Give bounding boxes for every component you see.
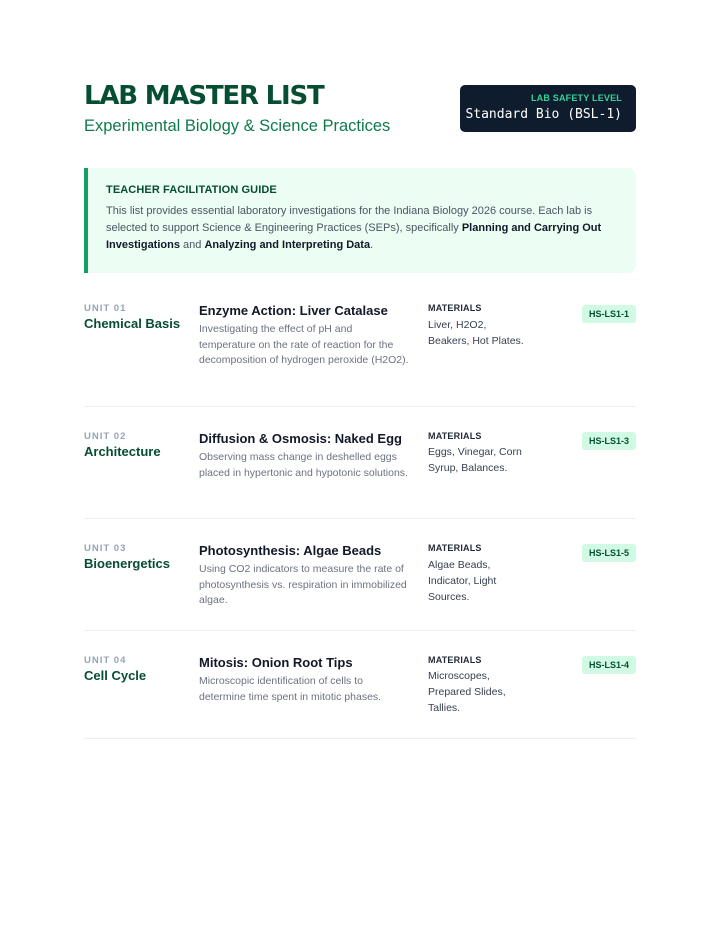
standard-badge: HS-LS1-4: [582, 656, 636, 674]
materials-list: Liver, H2O2, Beakers, Hot Plates.: [428, 319, 524, 347]
materials-list: Algae Beads, Indicator, Light Sources.: [428, 559, 497, 603]
lab-row: [84, 290, 636, 407]
lab-description: Observing mass change in deshelled eggs placed in hypertonic and hypotonic solutions.: [199, 451, 408, 479]
unit-number: UNIT 01: [84, 303, 127, 314]
guide-title: TEACHER FACILITATION GUIDE: [106, 184, 277, 196]
lab-title: Mitosis: Onion Root Tips: [199, 655, 353, 670]
page-subtitle: Experimental Biology & Science Practices: [84, 117, 391, 135]
lab-row: [84, 631, 636, 739]
guide-text-intro: This list provides essential laboratory investigations for the Indiana Biology 2026 course. Each lab is selected to support Science & Engineering Practices (SEPs), specifically: [106, 205, 593, 234]
page-header: [84, 0, 636, 160]
safety-level-label: LAB SAFETY LEVEL: [530, 93, 622, 103]
materials-label: MATERIALS: [428, 303, 482, 313]
lab-row: [84, 519, 636, 631]
unit-name: Cell Cycle: [84, 668, 147, 683]
unit-name: Bioenergetics: [84, 556, 170, 571]
materials-label: MATERIALS: [428, 655, 482, 665]
materials-list: Microscopes, Prepared Slides, Tallies.: [428, 670, 506, 714]
lab-description: Investigating the effect of pH and temperature on the rate of reaction for the decomposition of hydrogen peroxide (H2O2).: [199, 323, 409, 366]
materials-list: Eggs, Vinegar, Corn Syrup, Balances.: [428, 446, 522, 474]
standard-badge: HS-LS1-1: [582, 305, 636, 323]
safety-level-box: [460, 85, 636, 132]
standard-badge: HS-LS1-3: [582, 432, 636, 450]
materials-label: MATERIALS: [428, 431, 482, 441]
unit-number: UNIT 02: [84, 431, 127, 442]
standard-badge: HS-LS1-5: [582, 544, 636, 562]
lab-list: [84, 290, 636, 739]
page-title: LAB MASTER LIST: [84, 81, 324, 111]
unit-number: UNIT 03: [84, 543, 127, 554]
unit-name: Chemical Basis: [84, 316, 181, 331]
guide-text-end: .: [370, 239, 374, 251]
materials-label: MATERIALS: [428, 543, 482, 553]
lab-row: [84, 407, 636, 519]
lab-title: Diffusion & Osmosis: Naked Egg: [199, 431, 402, 446]
guide-text-bold-1: Planning and Carrying Out Investigations: [106, 222, 602, 251]
document-page: [84, 0, 636, 714]
teacher-guide-callout: [84, 168, 636, 273]
lab-description: Microscopic identification of cells to determine time spent in mitotic phases.: [199, 675, 382, 703]
safety-level-value: Standard Bio (BSL-1): [465, 107, 622, 122]
unit-name: Architecture: [84, 444, 161, 459]
guide-text-mid: and: [179, 239, 205, 251]
guide-text-bold-2: Analyzing and Interpreting Data: [204, 239, 371, 251]
lab-description: Using CO2 indicators to measure the rate of photosynthesis vs. respiration in immobilized algae.: [199, 563, 407, 606]
unit-number: UNIT 04: [84, 655, 127, 666]
lab-title: Photosynthesis: Algae Beads: [199, 543, 382, 558]
guide-text: [106, 203, 614, 254]
lab-title: Enzyme Action: Liver Catalase: [199, 303, 388, 318]
